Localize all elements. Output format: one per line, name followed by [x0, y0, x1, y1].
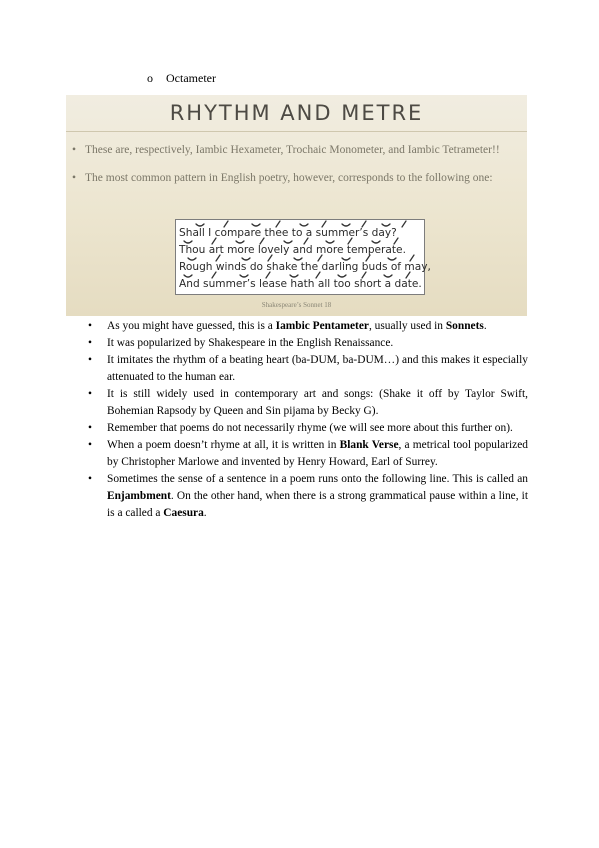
stressed-mark	[304, 238, 308, 244]
stressed-mark	[366, 255, 370, 261]
emphasis-term: Caesura	[163, 507, 204, 519]
slide-divider	[66, 131, 527, 132]
emphasis-term: Iambic Pentameter	[275, 320, 369, 332]
unstressed-mark	[372, 241, 380, 243]
bullet-marker: •	[88, 422, 92, 434]
verse-line-2: Thou art more lovely and more temperate.	[179, 244, 406, 256]
bullet-item	[88, 386, 528, 420]
stressed-mark	[410, 255, 414, 261]
bullet-text: It is still widely used in contemporary art and songs: (Shake it off by Taylor Swift, Bohemian Rapsody by Queen and Sin pijama by Becky G).	[107, 388, 528, 417]
bullet-marker: •	[88, 473, 92, 485]
verse-line-3: Rough winds do shake the darling buds of may,	[179, 261, 431, 273]
unstressed-mark	[338, 275, 346, 277]
slide-image	[66, 95, 527, 316]
unstressed-mark	[300, 224, 308, 226]
stressed-mark	[362, 221, 366, 227]
bullet-text: As you might have guessed, this is a	[107, 320, 276, 332]
unstressed-mark	[290, 275, 298, 277]
stressed-mark	[394, 238, 398, 244]
unstressed-mark	[284, 241, 292, 243]
bullet-marker: •	[88, 388, 92, 400]
slide-bullet-marker: •	[72, 172, 77, 184]
unstressed-mark	[342, 258, 350, 260]
bullet-item	[88, 420, 528, 437]
bullet-item	[88, 352, 528, 386]
bullet-text: It was popularized by Shakespeare in the English Renaissance.	[107, 337, 394, 349]
bullet-item	[88, 335, 528, 352]
stressed-mark	[348, 238, 352, 244]
bullet-text: When a poem doesn’t rhyme at all, it is written in	[107, 439, 340, 451]
stressed-mark	[276, 221, 280, 227]
stressed-mark	[212, 238, 216, 244]
sub-bullet-marker: o	[147, 71, 153, 85]
bullet-text: It imitates the rhythm of a beating heart (ba-DUM, ba-DUM…) and this makes it especially attenuated to the human ear.	[107, 354, 528, 383]
unstressed-mark	[184, 241, 192, 243]
slide-bullet-1	[72, 144, 500, 156]
slide-caption: Shakespeare’s Sonnet 18	[261, 301, 332, 309]
unstressed-mark	[188, 258, 196, 260]
stressed-mark	[260, 238, 264, 244]
unstressed-mark	[342, 224, 350, 226]
unstressed-mark	[388, 258, 396, 260]
emphasis-term: Blank Verse	[339, 439, 399, 451]
unstressed-mark	[384, 275, 392, 277]
slide-title: RHYTHM AND METRE	[169, 101, 424, 125]
unstressed-mark	[242, 258, 250, 260]
bullet-text: . On the other hand, when there is a strong grammatical pause within a line, it is a called a	[107, 490, 528, 519]
bullet-text: .	[203, 507, 207, 519]
slide-bullet-2	[72, 172, 493, 184]
bullet-item	[88, 318, 528, 335]
slide-bullet-text: These are, respectively, Iambic Hexameter, Trochaic Monometer, and Iambic Tetrameter!!	[85, 144, 500, 156]
unstressed-mark	[382, 224, 390, 226]
scansion-marks	[176, 220, 424, 294]
stressed-mark	[216, 255, 220, 261]
bullet-item	[88, 437, 528, 471]
bullet-marker: •	[88, 439, 92, 451]
stressed-mark	[402, 221, 406, 227]
stressed-mark	[316, 272, 320, 278]
sub-bullet-text: Octameter	[166, 71, 216, 85]
slide-bullet-text: The most common pattern in English poetry, however, corresponds to the following one:	[85, 172, 493, 184]
bullet-list	[88, 318, 528, 522]
verse-line-1: Shall I compare thee to a summer’s day?	[179, 227, 397, 239]
verse-box	[175, 219, 431, 295]
emphasis-term: Enjambment	[107, 490, 171, 502]
stressed-mark	[322, 221, 326, 227]
unstressed-mark	[326, 241, 334, 243]
stressed-mark	[362, 272, 366, 278]
bullet-marker: •	[88, 354, 92, 366]
stressed-mark	[212, 272, 216, 278]
bullet-text: Sometimes the sense of a sentence in a poem runs onto the following line. This is called an	[107, 473, 528, 485]
bullet-text: , a metrical tool popularized by Christopher Marlowe and invented by Henry Howard, Earl of Surrey.	[107, 439, 528, 468]
stressed-mark	[318, 255, 322, 261]
unstressed-mark	[294, 258, 302, 260]
unstressed-mark	[236, 241, 244, 243]
bullet-text: .	[483, 320, 487, 332]
stressed-mark	[268, 255, 272, 261]
stressed-mark	[224, 221, 228, 227]
stressed-mark	[266, 272, 270, 278]
unstressed-mark	[252, 224, 260, 226]
verse-line-4: And summer’s lease hath all too short a date.	[179, 278, 422, 290]
emphasis-term: Sonnets	[445, 320, 484, 332]
unstressed-mark	[240, 275, 248, 277]
bullet-item	[88, 471, 528, 522]
bullet-text: Remember that poems do not necessarily rhyme (we will see more about this further on).	[107, 422, 513, 434]
bullet-marker: •	[88, 337, 92, 349]
bullet-text: , usually used in	[368, 320, 446, 332]
bullet-marker: •	[88, 320, 92, 332]
unstressed-mark	[184, 275, 192, 277]
slide-bullet-marker: •	[72, 144, 77, 156]
sub-bullet-item	[147, 71, 216, 86]
unstressed-mark	[196, 224, 204, 226]
stressed-mark	[406, 272, 410, 278]
